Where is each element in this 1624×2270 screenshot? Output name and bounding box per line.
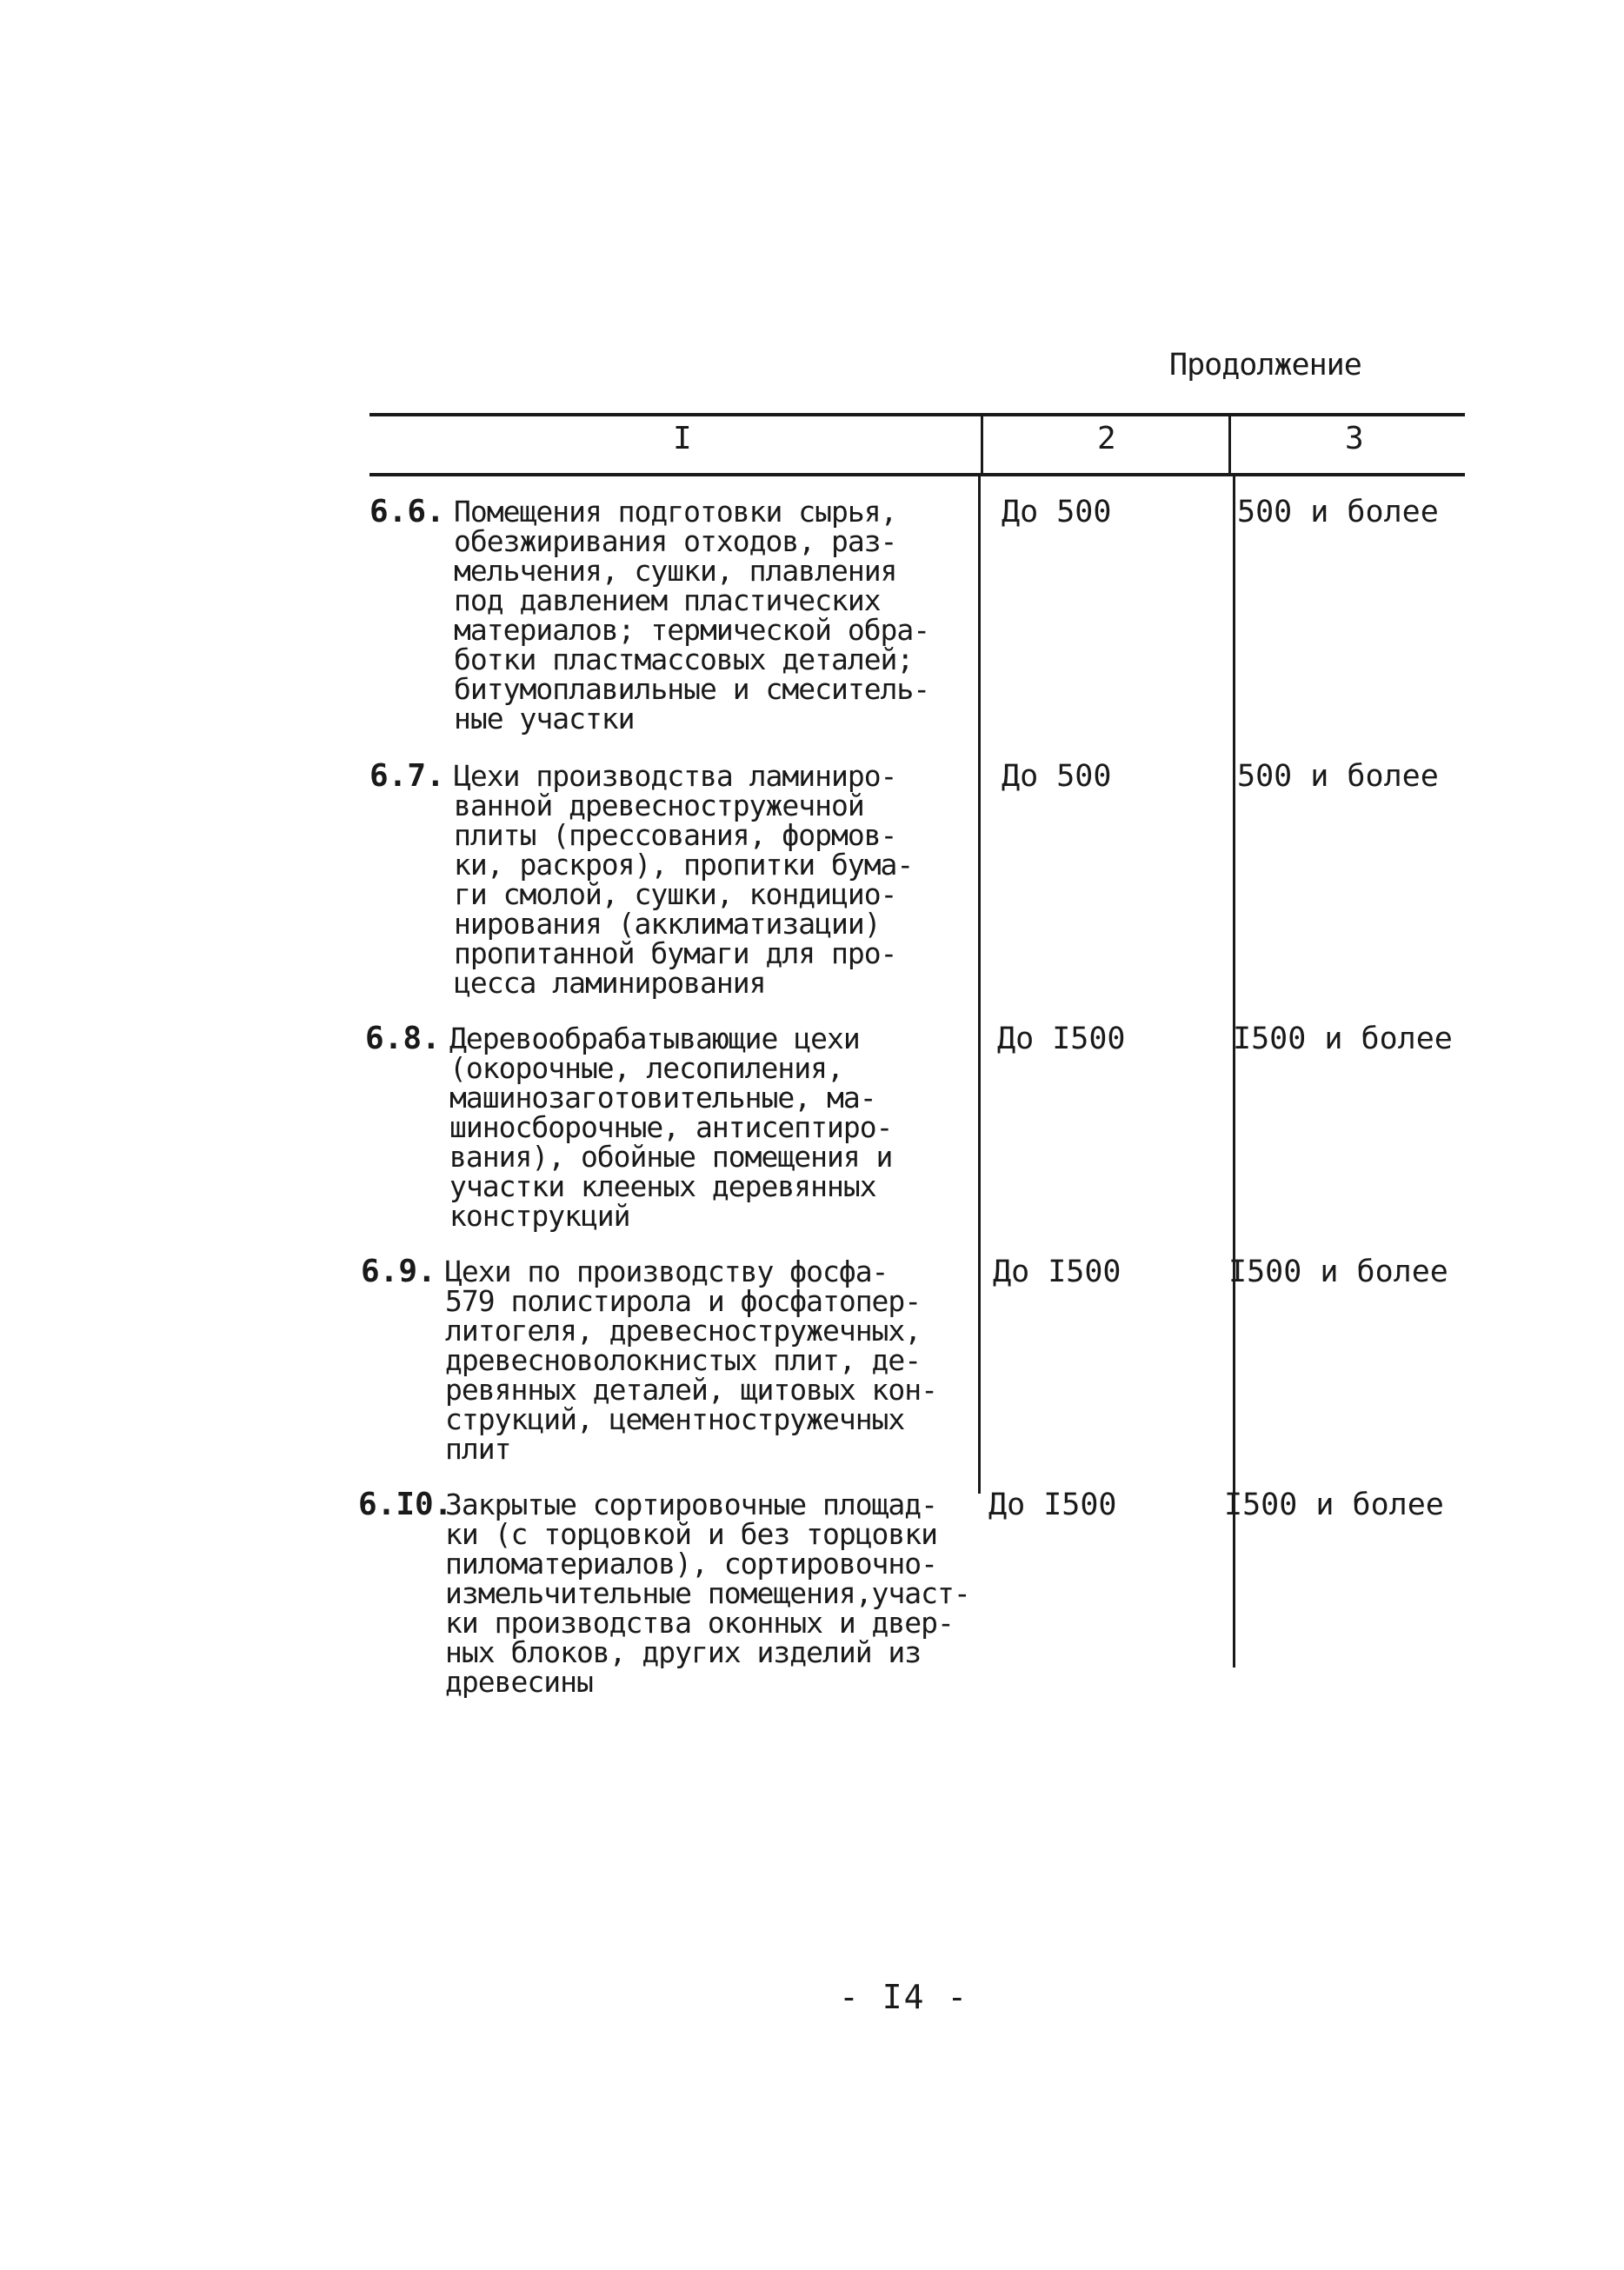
row-value-col2: До I500	[988, 1488, 1117, 1522]
row-description: Помещения подготовки сырья, обезжиривания отходов, раз- мельчения, сушки, плавления под давлением пластических материалов; термической обра- ботки пластмассовых деталей; битумоплавильные и смеситель- ные участки	[454, 495, 930, 736]
table-top-rule	[369, 413, 1465, 416]
row-number: 6.I0.	[358, 1487, 453, 1522]
table-header-rule	[369, 473, 1465, 476]
column-header-1: I	[673, 421, 692, 456]
row-value-col3: I500 и более	[1233, 1022, 1453, 1056]
row-number: 6.7.	[369, 758, 445, 794]
row-value-col3: I500 и более	[1224, 1488, 1444, 1522]
continuation-label: Продолжение	[1169, 348, 1361, 383]
column-header-3: 3	[1345, 421, 1364, 456]
column-header-2: 2	[1097, 421, 1116, 456]
row-description: Закрытые сортировочные площад- ки (с торцовкой и без торцовки пиломатериалов), сортировочно- измельчительные помещения,участ- ки производства оконных и двер- ных блоков, других изделий из древесины	[445, 1488, 970, 1699]
row-number: 6.9.	[361, 1254, 436, 1289]
row-value-col3: 500 и более	[1237, 495, 1439, 529]
row-description: Цехи производства ламиниро- ванной древесностружечной плиты (прессования, формов- ки, раскроя), пропитки бума- ги смолой, сушки, кондицио- нирования (акклиматизации) пропитанной бумаги для про- цесса ламинирования	[454, 759, 914, 1000]
row-number: 6.8.	[365, 1021, 441, 1056]
header-divider-1	[981, 413, 983, 474]
row-description: Деревообрабатывающие цехи (окорочные, лесопиления, машинозаготовительные, ма- шиносборочные, антисептиро- вания), обойные помещения и участки клееных деревянных конструкций	[449, 1022, 893, 1233]
page-number: - I4 -	[839, 1978, 969, 2016]
row-value-col2: До 500	[1002, 495, 1112, 529]
row-value-col2: До 500	[1002, 759, 1112, 794]
row-value-col3: 500 и более	[1237, 759, 1439, 794]
header-divider-2	[1228, 413, 1231, 474]
row-value-col3: I500 и более	[1228, 1255, 1448, 1289]
row-value-col2: До I500	[997, 1022, 1126, 1056]
column-divider-1	[978, 476, 981, 1494]
row-value-col2: До I500	[993, 1255, 1121, 1289]
row-description: Цехи по производству фосфа- 579 полистирола и фосфатопер- литогеля, древесностружечных, древесноволокнистых плит, де- ревянных деталей, щитовых кон- струкций, цементностружечных плит	[445, 1255, 938, 1466]
row-number: 6.6.	[369, 494, 445, 529]
